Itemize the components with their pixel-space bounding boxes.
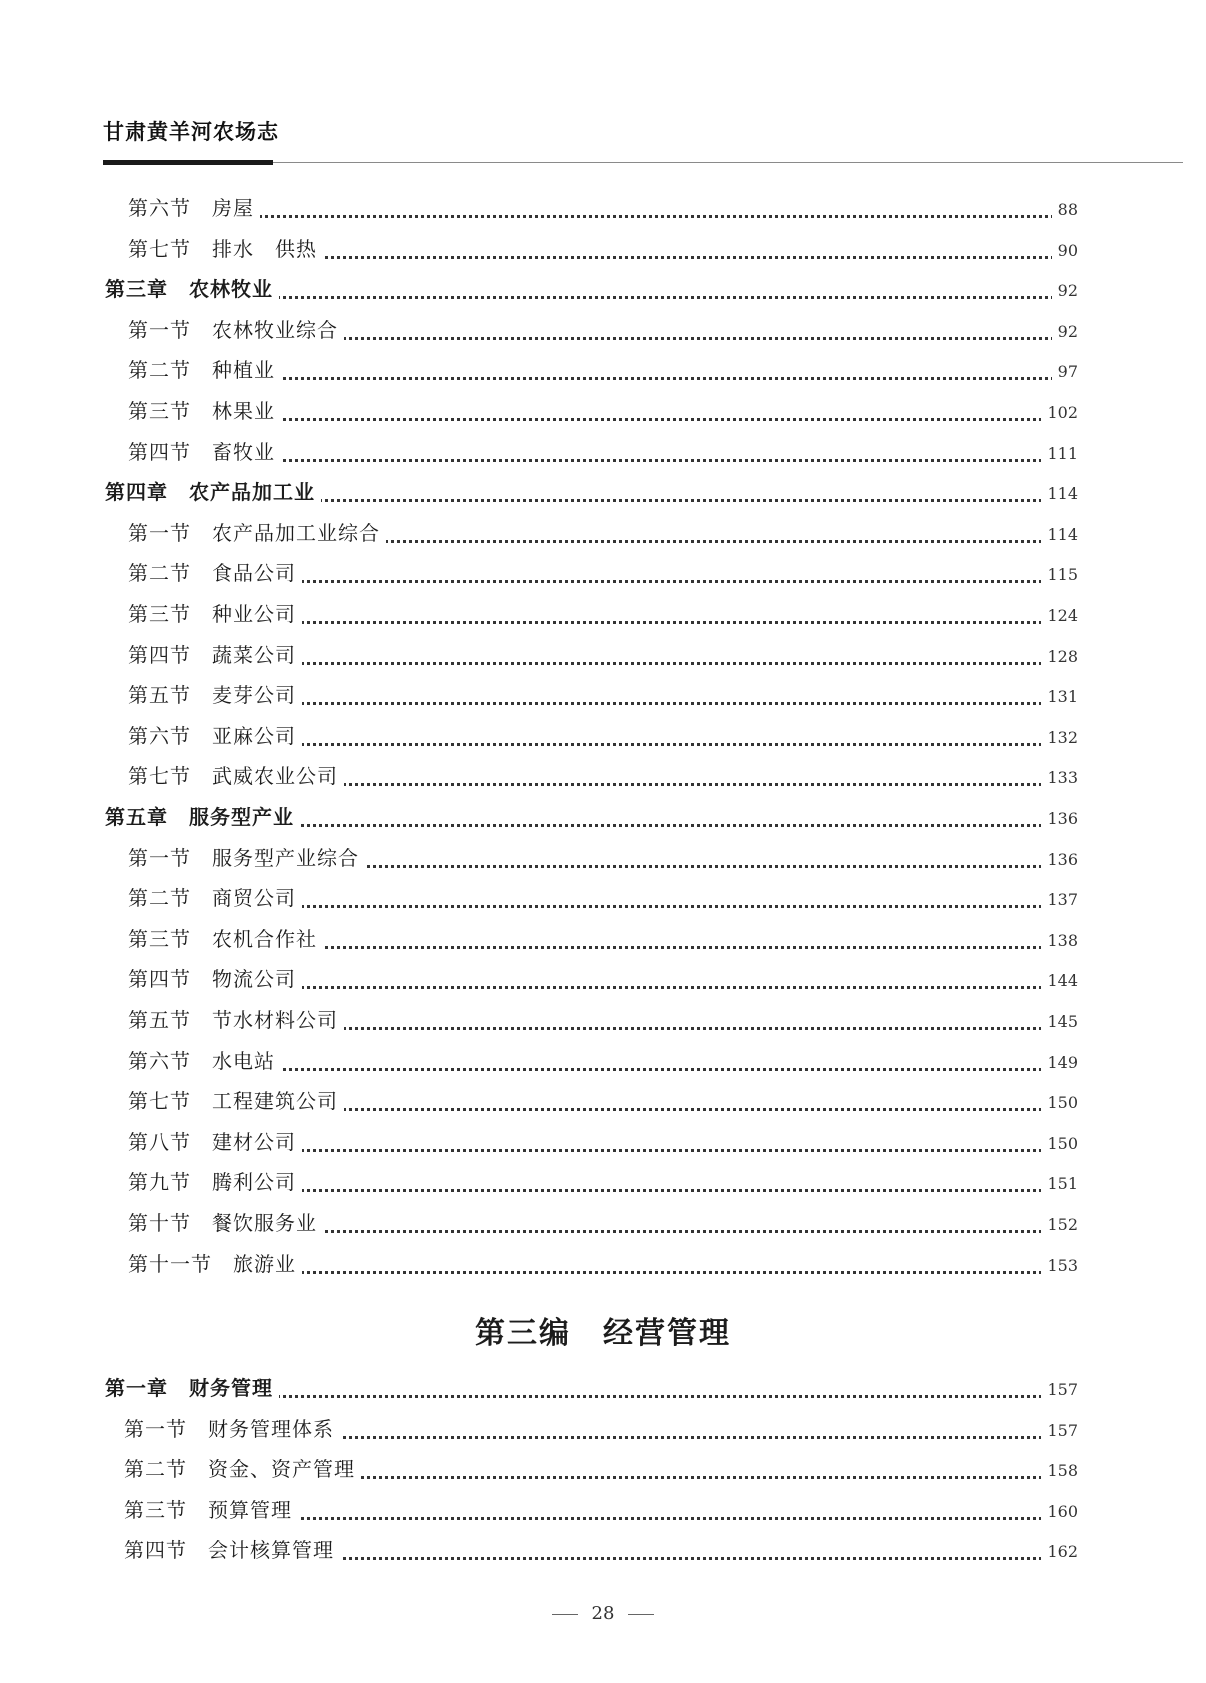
- toc-page-number: 115: [1041, 553, 1078, 593]
- toc-leader-dots: [240, 1024, 1078, 1030]
- toc-section-row: [0, 1203, 1206, 1243]
- toc-page-number: 137: [1041, 878, 1078, 918]
- toc-entry-label: 第五节 节水材料公司: [128, 1000, 344, 1040]
- toc-chapter-row: [0, 472, 1206, 512]
- toc-leader-dots: [240, 212, 1078, 218]
- header-rule-thin: [273, 162, 1183, 163]
- toc-chapter-row: [0, 269, 1206, 309]
- toc-section-row: [0, 878, 1206, 918]
- toc-section-row: [0, 188, 1206, 228]
- toc-section-row: [0, 635, 1206, 675]
- toc-entry-label: 第一节 农产品加工业综合: [128, 513, 386, 553]
- toc-entry-label: 第二节 商贸公司: [128, 878, 302, 918]
- toc-entry-label: 第三节 农机合作社: [128, 919, 323, 959]
- toc-entry-label: 第五节 麦芽公司: [128, 675, 302, 715]
- toc-leader-dots: [240, 253, 1078, 259]
- toc-section-row: [0, 229, 1206, 269]
- toc-section-row: [0, 1409, 1206, 1449]
- toc-page-number: 97: [1052, 350, 1078, 390]
- toc-leader-dots: [240, 1514, 1078, 1520]
- toc-entry-label: 第七节 工程建筑公司: [128, 1081, 344, 1121]
- toc-page-number: 92: [1052, 269, 1078, 309]
- toc-page-number: 144: [1041, 959, 1078, 999]
- toc-page-number: 133: [1041, 756, 1078, 796]
- toc-leader-dots: [240, 821, 1078, 827]
- toc-leader-dots: [240, 1554, 1078, 1560]
- toc-leader-dots: [240, 456, 1078, 462]
- toc-leader-dots: [240, 1065, 1078, 1071]
- toc-leader-dots: [240, 577, 1078, 583]
- toc-page-number: 102: [1041, 391, 1078, 431]
- toc-entry-label: 第四节 物流公司: [128, 959, 302, 999]
- toc-chapter-row: [0, 797, 1206, 837]
- toc-entry-label: 第六节 亚麻公司: [128, 716, 302, 756]
- toc-page-number: 152: [1041, 1203, 1078, 1243]
- toc-leader-dots: [240, 659, 1078, 665]
- toc-entry-label: 第二节 食品公司: [128, 553, 302, 593]
- toc-leader-dots: [240, 699, 1078, 705]
- toc-leader-dots: [240, 415, 1078, 421]
- toc-page-number: 138: [1041, 919, 1078, 959]
- toc-section-row: [0, 1041, 1206, 1081]
- toc-leader-dots: [240, 1392, 1078, 1398]
- toc-section-row: [0, 432, 1206, 472]
- part-title: 第三编 经营管理: [475, 1316, 731, 1351]
- toc-page-number: 88: [1052, 188, 1078, 228]
- toc-section-row: [0, 919, 1206, 959]
- toc-section-row: [0, 756, 1206, 796]
- toc-page-number: 128: [1041, 635, 1078, 675]
- toc-section-row: [0, 838, 1206, 878]
- toc-leader-dots: [240, 1186, 1078, 1192]
- toc-entry-label: 第十节 餐饮服务业: [128, 1203, 323, 1243]
- toc-entry-label: 第二节 资金、资产管理: [124, 1449, 361, 1489]
- toc-entry-label: 第六节 房屋: [128, 188, 260, 228]
- toc-page-number: 145: [1041, 1000, 1078, 1040]
- toc-entry-label: 第一节 服务型产业综合: [128, 838, 365, 878]
- toc-leader-dots: [240, 618, 1078, 624]
- toc-entry-label: 第三章 农林牧业: [105, 269, 279, 309]
- toc-page-number: 90: [1052, 229, 1078, 269]
- footer-dash-left: [552, 1614, 578, 1615]
- toc-entry-label: 第三节 林果业: [128, 391, 281, 431]
- toc-leader-dots: [240, 1473, 1078, 1479]
- toc-page-number: 124: [1041, 594, 1078, 634]
- toc-page-number: 162: [1041, 1530, 1078, 1570]
- toc-section-row: [0, 1530, 1206, 1570]
- toc-page-number: 150: [1041, 1081, 1078, 1121]
- toc-leader-dots: [240, 740, 1078, 746]
- toc-chapter-row: [0, 1368, 1206, 1408]
- toc-leader-dots: [240, 780, 1078, 786]
- toc-page-number: 136: [1041, 838, 1078, 878]
- toc-page-number: 149: [1041, 1041, 1078, 1081]
- toc-page-number: 114: [1041, 513, 1078, 553]
- running-header-title: 甘肃黄羊河农场志: [103, 119, 279, 144]
- toc-leader-dots: [240, 902, 1078, 908]
- toc-section-row: [0, 1162, 1206, 1202]
- toc-page-number: 157: [1041, 1409, 1078, 1449]
- toc-entry-label: 第四节 蔬菜公司: [128, 635, 302, 675]
- toc-entry-label: 第三节 预算管理: [124, 1490, 298, 1530]
- page-number: 28: [591, 1603, 615, 1624]
- toc-leader-dots: [240, 1268, 1078, 1274]
- toc-leader-dots: [240, 983, 1078, 989]
- toc-section-row: [0, 391, 1206, 431]
- toc-leader-dots: [240, 374, 1078, 380]
- toc-page-number: 151: [1041, 1162, 1078, 1202]
- toc-entry-label: 第一节 农林牧业综合: [128, 310, 344, 350]
- toc-page-number: 92: [1052, 310, 1078, 350]
- toc-page-number: 157: [1041, 1368, 1078, 1408]
- toc-leader-dots: [240, 1105, 1078, 1111]
- toc-entry-label: 第九节 腾利公司: [128, 1162, 302, 1202]
- toc-entry-label: 第七节 排水 供热: [128, 229, 323, 269]
- toc-page-number: 132: [1041, 716, 1078, 756]
- toc-leader-dots: [240, 943, 1078, 949]
- toc-page-number: 136: [1041, 797, 1078, 837]
- toc-section-row: [0, 513, 1206, 553]
- toc-section-row: [0, 675, 1206, 715]
- toc-section-row: [0, 1244, 1206, 1284]
- toc-section-row: [0, 1449, 1206, 1489]
- toc-leader-dots: [240, 1146, 1078, 1152]
- toc-page-number: 150: [1041, 1122, 1078, 1162]
- toc-entry-label: 第十一节 旅游业: [128, 1244, 302, 1284]
- toc-entry-label: 第四节 会计核算管理: [124, 1530, 340, 1570]
- toc-entry-label: 第四章 农产品加工业: [105, 472, 321, 512]
- toc-section-row: [0, 716, 1206, 756]
- toc-entry-label: 第八节 建材公司: [128, 1122, 302, 1162]
- toc-leader-dots: [240, 862, 1078, 868]
- toc-section-row: [0, 310, 1206, 350]
- toc-leader-dots: [240, 1227, 1078, 1233]
- toc-section-row: [0, 1490, 1206, 1530]
- toc-entry-label: 第一章 财务管理: [105, 1368, 279, 1408]
- toc-section-row: [0, 1122, 1206, 1162]
- toc-page-number: 158: [1041, 1449, 1078, 1489]
- toc-page-number: 114: [1041, 472, 1078, 512]
- toc-entry-label: 第四节 畜牧业: [128, 432, 281, 472]
- toc-section-row: [0, 350, 1206, 390]
- toc-page-number: 111: [1041, 432, 1078, 472]
- toc-section-row: [0, 959, 1206, 999]
- toc-page-number: 153: [1041, 1244, 1078, 1284]
- toc-entry-label: 第五章 服务型产业: [105, 797, 300, 837]
- toc-leader-dots: [240, 1433, 1078, 1439]
- toc-page-number: 160: [1041, 1490, 1078, 1530]
- toc-section-row: [0, 553, 1206, 593]
- toc-entry-label: 第六节 水电站: [128, 1041, 281, 1081]
- footer-dash-right: [628, 1614, 654, 1615]
- toc-section-row: [0, 1081, 1206, 1121]
- page-footer: [0, 1603, 1206, 1624]
- toc-entry-label: 第七节 武威农业公司: [128, 756, 344, 796]
- toc-leader-dots: [240, 293, 1078, 299]
- toc-section-row: [0, 594, 1206, 634]
- toc-entry-label: 第二节 种植业: [128, 350, 281, 390]
- toc-entry-label: 第一节 财务管理体系: [124, 1409, 340, 1449]
- toc-section-row: [0, 1000, 1206, 1040]
- toc-leader-dots: [240, 496, 1078, 502]
- toc-leader-dots: [240, 334, 1078, 340]
- toc-page-number: 131: [1041, 675, 1078, 715]
- header-rule-thick: [103, 160, 273, 165]
- toc-entry-label: 第三节 种业公司: [128, 594, 302, 634]
